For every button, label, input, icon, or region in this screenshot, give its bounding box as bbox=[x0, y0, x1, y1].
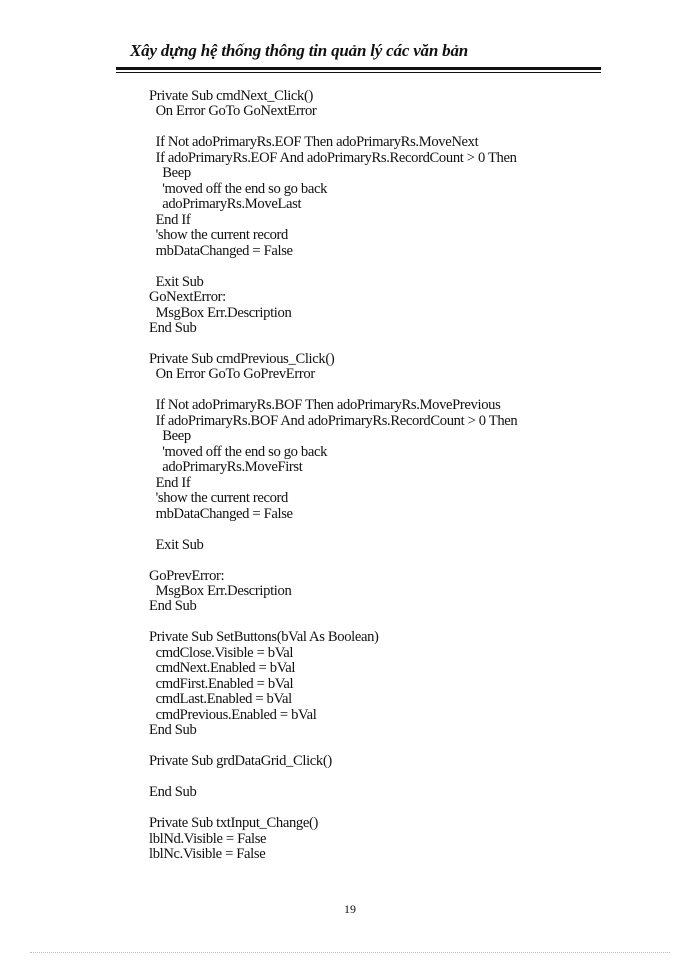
code-line: GoPrevError: bbox=[149, 567, 225, 584]
code-line: MsgBox Err.Description bbox=[149, 583, 292, 599]
code-line: Private Sub cmdPrevious_Click() bbox=[149, 350, 335, 367]
running-header-title: Xây dựng hệ thống thông tin quản lý các văn bản bbox=[130, 41, 469, 60]
page-bottom-edge bbox=[30, 952, 670, 953]
code-line: Private Sub grdDataGrid_Click() bbox=[149, 753, 332, 770]
header-rule-thick bbox=[116, 67, 601, 70]
code-line bbox=[149, 770, 517, 785]
code-line: End If bbox=[149, 211, 191, 228]
code-line: 'show the current record bbox=[149, 227, 289, 244]
code-line: If adoPrimaryRs.BOF And adoPrimaryRs.RecordCount > 0 Then bbox=[149, 412, 518, 429]
code-line: Private Sub cmdNext_Click() bbox=[149, 88, 314, 104]
code-line bbox=[149, 553, 517, 568]
code-line bbox=[149, 615, 517, 630]
code-line: cmdLast.Enabled = bVal bbox=[149, 691, 292, 708]
code-line: End Sub bbox=[149, 598, 197, 615]
code-line: MsgBox Err.Description bbox=[149, 304, 292, 321]
code-line: On Error GoTo GoPrevError bbox=[149, 366, 315, 383]
code-line: adoPrimaryRs.MoveLast bbox=[149, 196, 302, 213]
code-line: 'show the current record bbox=[149, 490, 289, 507]
code-line bbox=[149, 120, 517, 135]
code-line bbox=[149, 739, 517, 754]
code-line: If Not adoPrimaryRs.BOF Then adoPrimaryRs.MovePrevious bbox=[149, 397, 501, 414]
code-line: cmdNext.Enabled = bVal bbox=[149, 660, 296, 677]
code-line: 'moved off the end so go back bbox=[149, 180, 328, 197]
code-line: Exit Sub bbox=[149, 536, 204, 553]
code-line: Private Sub txtInput_Change() bbox=[149, 815, 319, 832]
code-line: mbDataChanged = False bbox=[149, 505, 293, 522]
code-line: GoNextError: bbox=[149, 289, 226, 306]
code-line: Exit Sub bbox=[149, 273, 204, 290]
code-line bbox=[149, 259, 517, 274]
code-line: cmdFirst.Enabled = bVal bbox=[149, 675, 294, 692]
code-line: End Sub bbox=[149, 722, 197, 739]
page-number: 19 bbox=[344, 902, 356, 916]
code-line: adoPrimaryRs.MoveFirst bbox=[149, 459, 303, 476]
code-line: mbDataChanged = False bbox=[149, 242, 293, 259]
code-line: 'moved off the end so go back bbox=[149, 443, 328, 460]
code-line: Beep bbox=[149, 165, 191, 182]
code-line: cmdClose.Visible = bVal bbox=[149, 644, 294, 661]
code-line: Private Sub SetButtons(bVal As Boolean) bbox=[149, 629, 379, 646]
code-line: Beep bbox=[149, 428, 191, 445]
code-line bbox=[149, 337, 517, 352]
code-listing bbox=[149, 89, 517, 862]
code-line: End Sub bbox=[149, 784, 197, 801]
code-line: lblNd.Visible = False bbox=[149, 830, 267, 847]
code-line: End Sub bbox=[149, 320, 197, 337]
code-line: lblNc.Visible = False bbox=[149, 845, 266, 862]
code-line bbox=[149, 383, 517, 398]
code-line bbox=[149, 522, 517, 537]
code-line: On Error GoTo GoNextError bbox=[149, 103, 317, 120]
code-line: End If bbox=[149, 474, 191, 491]
header-rule-thin bbox=[116, 72, 601, 73]
code-line: If Not adoPrimaryRs.EOF Then adoPrimaryRs.MoveNext bbox=[149, 134, 479, 151]
code-line: If adoPrimaryRs.EOF And adoPrimaryRs.RecordCount > 0 Then bbox=[149, 149, 517, 166]
code-line: cmdPrevious.Enabled = bVal bbox=[149, 706, 317, 723]
code-line bbox=[149, 801, 517, 816]
